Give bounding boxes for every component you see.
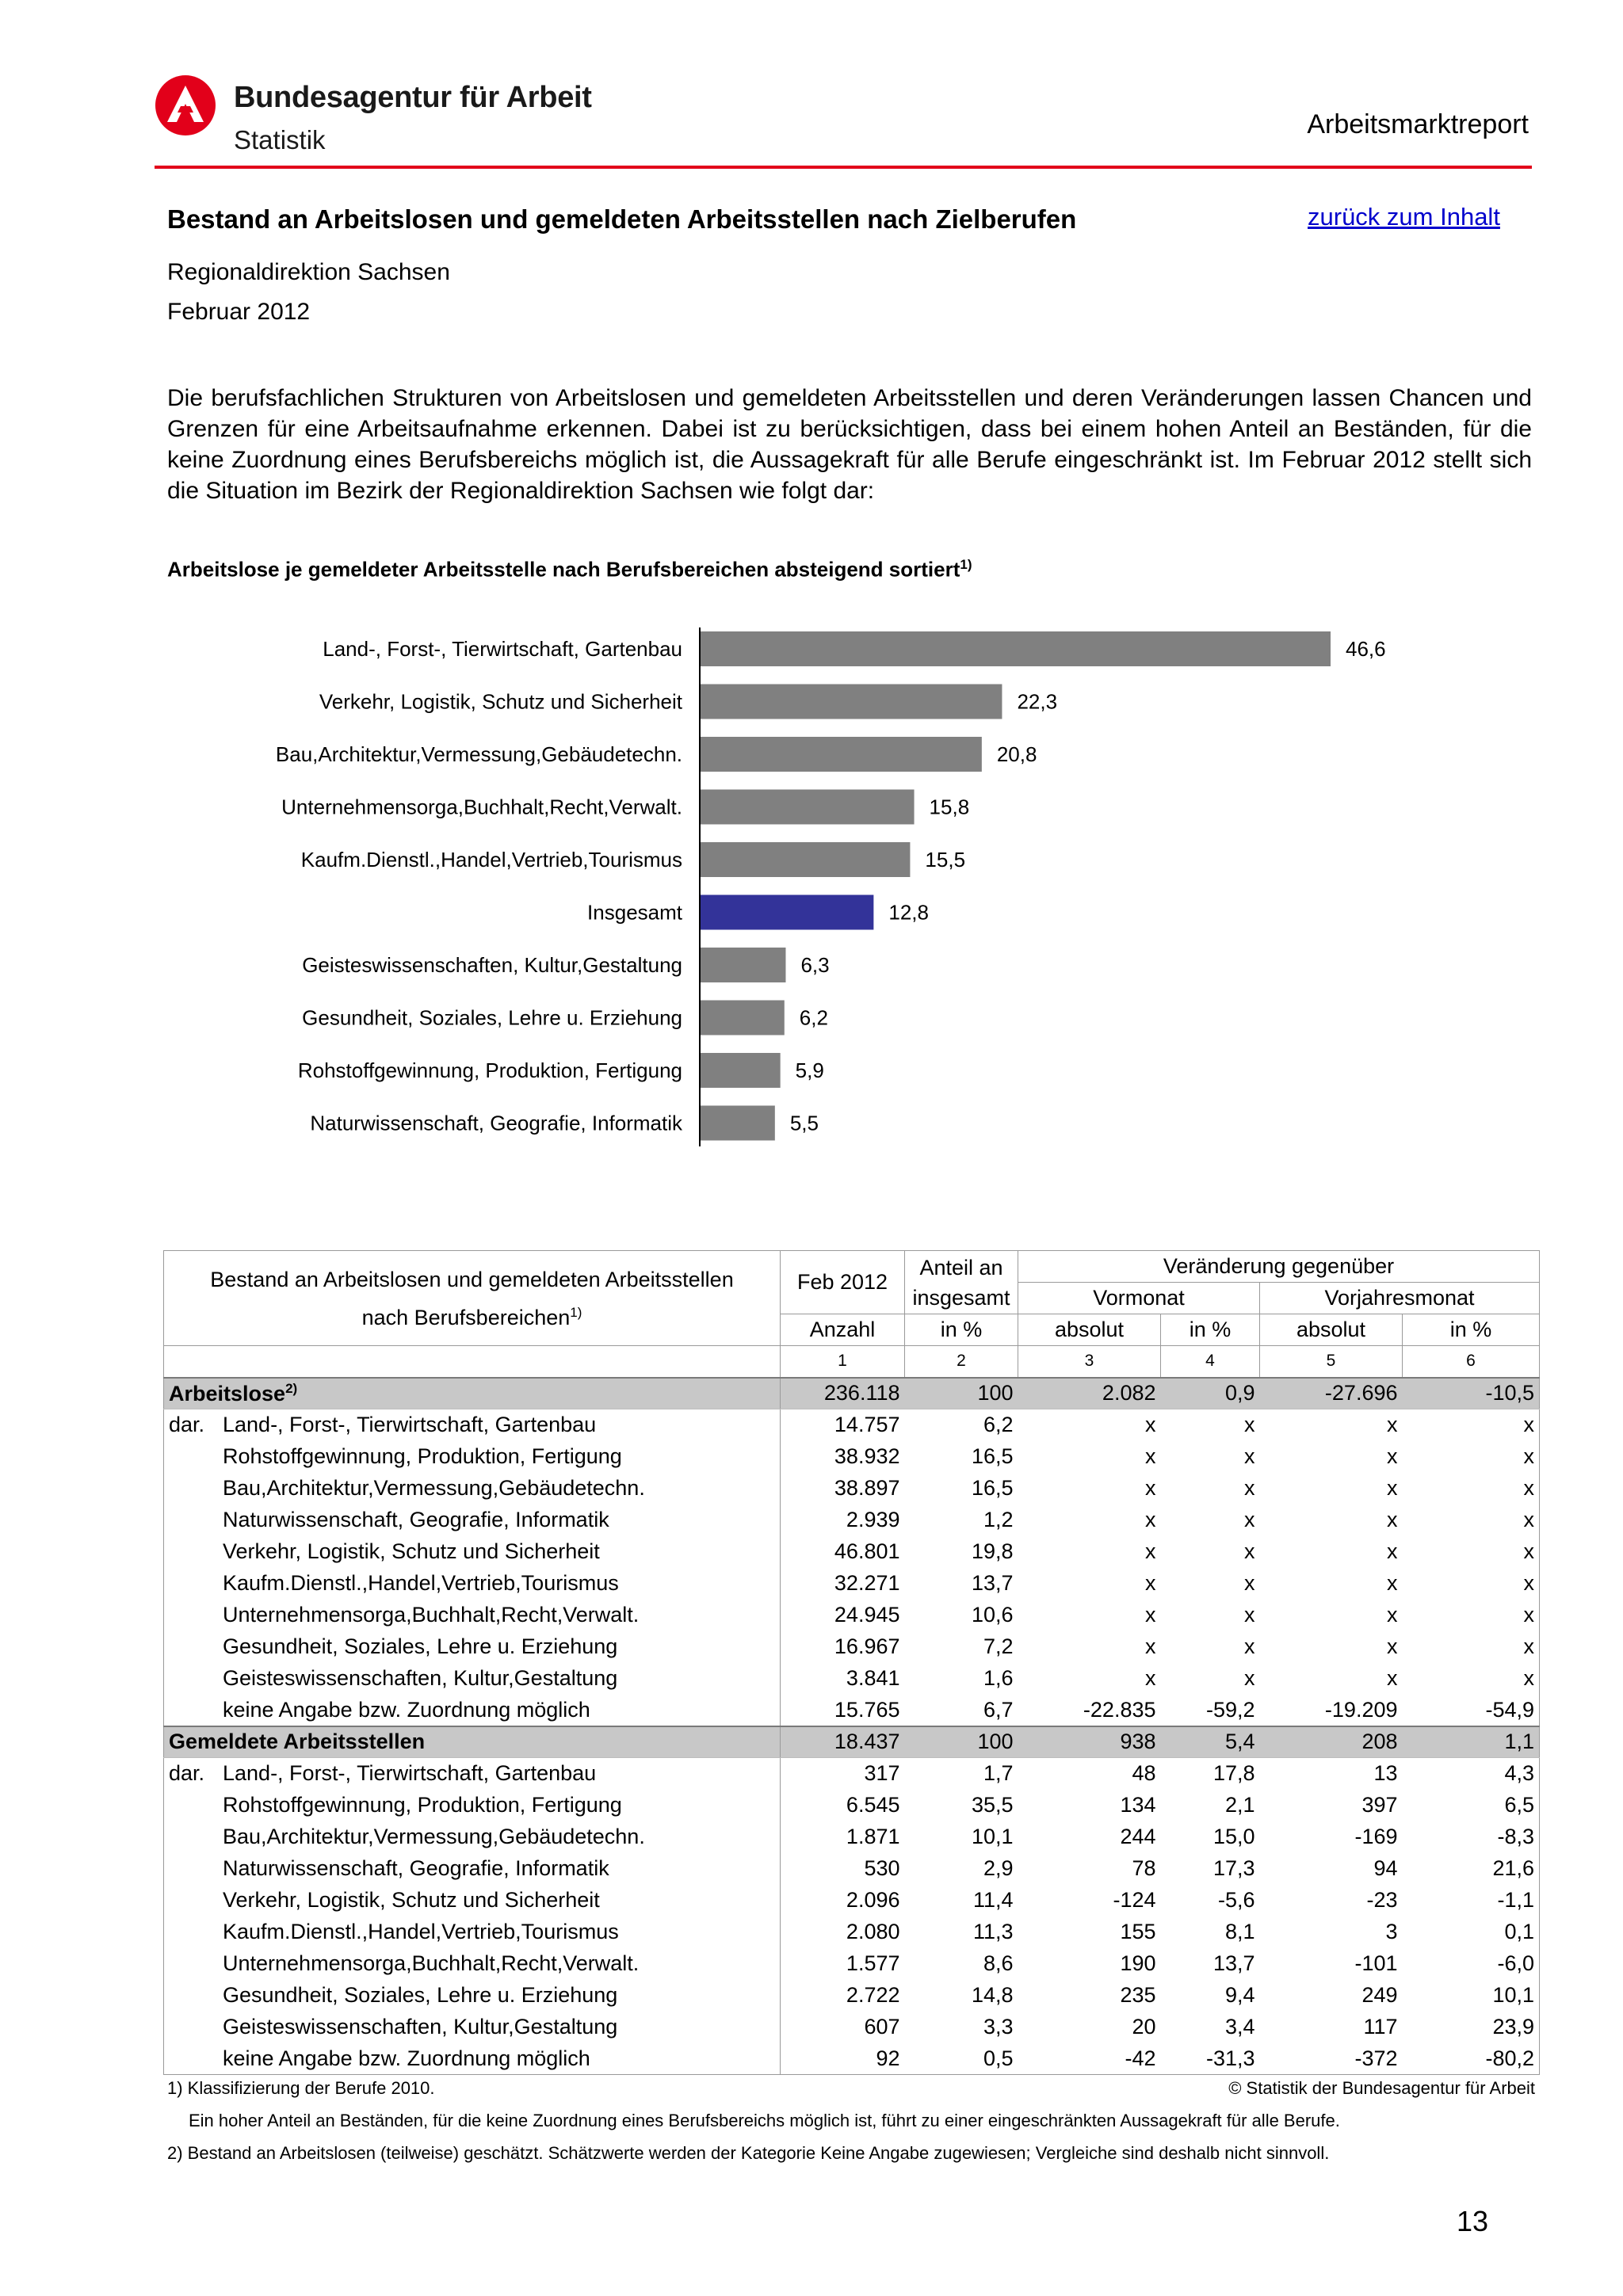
table-row — [164, 1758, 1540, 1790]
row-label: Geisteswissenschaften, Kultur,Gestaltung — [164, 2012, 781, 2043]
row-value: 21,6 — [1403, 1853, 1540, 1885]
row-value: 32.271 — [834, 1571, 900, 1595]
chart-bar — [701, 790, 915, 825]
section-total-value: 2.082 — [1018, 1378, 1161, 1409]
row-value: x — [1387, 1571, 1398, 1595]
row-value: 46.801 — [834, 1539, 900, 1563]
row-value: x — [1387, 1508, 1398, 1531]
row-label: Geisteswissenschaften, Kultur,Gestaltung — [164, 1663, 781, 1695]
row-value: 20 — [1132, 2015, 1156, 2039]
row-value: x — [1145, 1603, 1156, 1627]
row-label: keine Angabe bzw. Zuordnung möglich — [164, 2043, 781, 2075]
row-value: x — [1244, 1476, 1255, 1500]
unit-pct-vorjahr: in % — [1403, 1314, 1540, 1346]
page-title: Bestand an Arbeitslosen und gemeldeten Arbeitsstellen nach Zielberufen — [167, 204, 1077, 234]
section-total-value: -27.696 — [1260, 1378, 1403, 1409]
row-value: 11,4 — [972, 1888, 1014, 1912]
row-value: x — [1145, 1571, 1156, 1595]
section-total-value: 236.118 — [781, 1378, 905, 1409]
row-label: Bau,Architektur,Vermessung,Gebäudetechn. — [164, 1473, 781, 1505]
table-row — [164, 1980, 1540, 2012]
row-value: 35,5 — [971, 1793, 1014, 1817]
section-label: Arbeitslose$^{2)}$ — [164, 1378, 781, 1409]
table-row — [164, 1885, 1540, 1917]
row-value: x — [1387, 1413, 1398, 1437]
row-value: 17,8 — [1212, 1761, 1255, 1786]
chart-category-label: Insgesamt — [587, 900, 682, 925]
row-value: 16,5 — [971, 1444, 1014, 1468]
row-value: 8,1 — [1224, 1920, 1255, 1943]
row-value: 6,5 — [1403, 1790, 1540, 1821]
table-row — [164, 1441, 1540, 1473]
row-value: 10,6 — [971, 1603, 1014, 1627]
row-value: 607 — [864, 2015, 900, 2039]
row-value: 14.757 — [834, 1413, 900, 1437]
row-value: -372 — [1260, 2043, 1403, 2075]
col-feb-header: Feb 2012 — [781, 1251, 905, 1314]
row-value: x — [1387, 1476, 1398, 1500]
row-label: Verkehr, Logistik, Schutz und Sicherheit — [164, 1885, 781, 1917]
row-value: 78 — [1132, 1856, 1156, 1880]
row-value: 13,7 — [1212, 1951, 1255, 1975]
row-value: x — [1403, 1409, 1540, 1441]
column-number: 1 — [781, 1346, 905, 1378]
row-value: x — [1244, 1444, 1255, 1468]
section-label: Gemeldete Arbeitsstellen — [164, 1726, 781, 1758]
chart-category-label: Naturwissenschaft, Geografie, Informatik — [310, 1111, 682, 1135]
row-value: 117 — [1363, 2015, 1398, 2039]
table-row — [164, 1568, 1540, 1600]
row-value: x — [1244, 1634, 1255, 1658]
col-anteil-line1: Anteil an — [919, 1255, 1003, 1280]
row-label: Gesundheit, Soziales, Lehre u. Erziehung — [164, 1980, 781, 2012]
chart-bar — [701, 1001, 785, 1035]
row-value: x — [1145, 1539, 1156, 1563]
copyright-notice: © Statistik der Bundesagentur für Arbeit — [1228, 2078, 1535, 2098]
section-total-value: 208 — [1260, 1726, 1403, 1758]
section-total-value: -10,5 — [1403, 1378, 1540, 1409]
row-value: x — [1145, 1413, 1156, 1437]
section-total-value: 5,4 — [1161, 1726, 1260, 1758]
column-number: 3 — [1018, 1346, 1161, 1378]
col-anteil-header — [905, 1251, 1018, 1314]
row-value: 317 — [864, 1761, 900, 1786]
row-value: x — [1403, 1631, 1540, 1663]
row-value: 0,5 — [905, 2043, 1018, 2075]
row-value: 17,3 — [1212, 1856, 1255, 1880]
row-value: 10,1 — [971, 1825, 1014, 1848]
chart-value-label: 5,5 — [789, 1111, 819, 1135]
row-value: x — [1387, 1666, 1398, 1690]
row-value: x — [1403, 1600, 1540, 1631]
row-value: 2.939 — [846, 1508, 900, 1531]
row-value: x — [1403, 1663, 1540, 1695]
unit-anzahl: Anzahl — [781, 1314, 905, 1346]
row-value: -1,1 — [1403, 1885, 1540, 1917]
row-value: x — [1145, 1476, 1156, 1500]
row-value: 6.545 — [846, 1793, 900, 1817]
row-value: 6,7 — [983, 1697, 1014, 1722]
table-row — [164, 1600, 1540, 1631]
column-number: 6 — [1403, 1346, 1540, 1378]
row-value: 1,6 — [983, 1666, 1014, 1690]
column-number: 5 — [1260, 1346, 1403, 1378]
column-number: 2 — [905, 1346, 1018, 1378]
table-row — [164, 1409, 1540, 1441]
row-value: -19.209 — [1324, 1697, 1398, 1722]
unit-pct-vormonat: in % — [1161, 1314, 1260, 1346]
chart-value-label: 6,2 — [799, 1005, 828, 1030]
row-value: x — [1387, 1603, 1398, 1627]
row-value: 530 — [864, 1856, 900, 1880]
chart-category-label: Land-, Forst-, Tierwirtschaft, Gartenbau — [323, 637, 682, 661]
row-value: 38.897 — [834, 1476, 900, 1500]
row-value: 397 — [1361, 1793, 1398, 1817]
row-prefix: dar. — [169, 1413, 205, 1437]
stub-line2: nach Berufsbereichen — [361, 1305, 571, 1329]
section-total-value: 1,1 — [1403, 1726, 1540, 1758]
row-value: 2.080 — [846, 1920, 900, 1943]
row-label: Unternehmensorga,Buchhalt,Recht,Verwalt. — [164, 1948, 781, 1980]
row-value: -31,3 — [1161, 2043, 1260, 2075]
row-value: -80,2 — [1403, 2043, 1540, 2075]
section-total-value: 938 — [1018, 1726, 1161, 1758]
table-row — [164, 1663, 1540, 1695]
row-value: 249 — [1361, 1983, 1398, 2007]
row-label: dar. Land-, Forst-, Tierwirtschaft, Gartenbau — [164, 1758, 781, 1790]
col-anteil-line2: insgesamt — [912, 1285, 1010, 1310]
org-name: Bundesagentur für Arbeit — [234, 81, 592, 114]
chart-value-label: 15,8 — [929, 795, 970, 819]
table-row — [164, 2043, 1540, 2075]
row-label: dar. Land-, Forst-, Tierwirtschaft, Gartenbau — [164, 1409, 781, 1441]
row-value: x — [1403, 1505, 1540, 1536]
row-value: 3,3 — [983, 2015, 1014, 2039]
chart-bar — [701, 842, 910, 877]
row-label: Verkehr, Logistik, Schutz und Sicherheit — [164, 1536, 781, 1568]
chart-value-label: 15,5 — [925, 848, 966, 871]
row-value: x — [1145, 1444, 1156, 1468]
row-value: 2.722 — [846, 1983, 900, 2007]
chart-bar — [701, 1053, 781, 1088]
table-row — [164, 1917, 1540, 1948]
table-row — [164, 1948, 1540, 1980]
section-total-row — [164, 1726, 1540, 1758]
column-number-stub — [164, 1346, 781, 1378]
column-number: 4 — [1161, 1346, 1260, 1378]
row-value: 6,2 — [983, 1413, 1014, 1437]
row-value: 2,9 — [983, 1856, 1014, 1880]
row-value: 15.765 — [834, 1697, 900, 1722]
row-value: x — [1244, 1603, 1255, 1627]
row-value: 9,4 — [1224, 1983, 1255, 2007]
row-value: x — [1244, 1666, 1255, 1690]
chart-title — [167, 557, 972, 582]
row-label: Kaufm.Dienstl.,Handel,Vertrieb,Tourismus — [164, 1917, 781, 1948]
row-value: 14,8 — [971, 1983, 1014, 2007]
footnote-1-continued: Ein hoher Anteil an Beständen, für die keine Zuordnung eines Berufsbereichs möglich ist, führt zu einer eingeschränkten Aussagekraft für alle Berufe. — [189, 2111, 1340, 2130]
row-value: 1.871 — [846, 1825, 900, 1848]
chart-bar — [701, 895, 873, 930]
row-value: x — [1403, 1441, 1540, 1473]
row-label: Naturwissenschaft, Geografie, Informatik — [164, 1853, 781, 1885]
section-total-value: 100 — [905, 1726, 1018, 1758]
back-to-contents-link[interactable]: zurück zum Inhalt — [1308, 203, 1500, 231]
data-table — [163, 1250, 1540, 2075]
row-value: 244 — [1120, 1825, 1156, 1848]
row-label: Rohstoffgewinnung, Produktion, Fertigung — [164, 1441, 781, 1473]
row-value: -22.835 — [1083, 1697, 1156, 1722]
chart-category-label: Verkehr, Logistik, Schutz und Sicherheit — [319, 689, 682, 714]
row-value: 3,4 — [1224, 2015, 1255, 2039]
row-value: x — [1403, 1536, 1540, 1568]
table-row — [164, 1695, 1540, 1726]
chart-title-footnote: 1) — [960, 557, 972, 572]
org-subtitle: Statistik — [234, 125, 326, 154]
row-value: -23 — [1366, 1888, 1398, 1912]
chart-category-label: Bau,Architektur,Vermessung,Gebäudetechn. — [275, 742, 682, 766]
chart-bar — [701, 1106, 775, 1141]
row-label: Gesundheit, Soziales, Lehre u. Erziehung — [164, 1631, 781, 1663]
row-value: 38.932 — [834, 1444, 900, 1468]
row-value: 48 — [1132, 1761, 1156, 1786]
row-value: x — [1244, 1571, 1255, 1595]
row-value: -5,6 — [1217, 1888, 1255, 1912]
table-row — [164, 1821, 1540, 1853]
row-value: x — [1387, 1634, 1398, 1658]
bar-chart — [158, 618, 1506, 1157]
unit-abs-vormonat: absolut — [1018, 1314, 1161, 1346]
col-vormonat-header: Vormonat — [1018, 1283, 1260, 1314]
ba-logo-icon — [155, 74, 216, 136]
row-prefix: dar. — [169, 1761, 205, 1786]
table-row — [164, 1790, 1540, 1821]
row-value: -8,3 — [1403, 1821, 1540, 1853]
row-value: x — [1145, 1508, 1156, 1531]
row-value: x — [1244, 1508, 1255, 1531]
chart-bar — [701, 948, 785, 982]
chart-value-label: 12,8 — [888, 900, 929, 925]
chart-category-label: Kaufm.Dienstl.,Handel,Vertrieb,Tourismus — [300, 848, 682, 871]
row-value: -59,2 — [1205, 1697, 1255, 1722]
row-value: -6,0 — [1403, 1948, 1540, 1980]
table-row — [164, 2012, 1540, 2043]
section-total-row — [164, 1378, 1540, 1409]
col-vorjahr-header: Vorjahresmonat — [1260, 1283, 1540, 1314]
chart-bar — [701, 631, 1331, 666]
row-label: Kaufm.Dienstl.,Handel,Vertrieb,Tourismus — [164, 1568, 781, 1600]
table-row — [164, 1505, 1540, 1536]
table-row — [164, 1631, 1540, 1663]
table-header — [164, 1251, 1540, 1378]
period-label: Februar 2012 — [167, 299, 311, 325]
row-value: 2,1 — [1224, 1793, 1255, 1817]
column-number-row — [164, 1346, 1540, 1378]
row-value: 8,6 — [983, 1951, 1014, 1975]
footnote-1: 1) Klassifizierung der Berufe 2010. — [167, 2078, 435, 2098]
row-value: 1.577 — [846, 1951, 900, 1975]
unit-pct-anteil: in % — [905, 1314, 1018, 1346]
row-value: -54,9 — [1403, 1695, 1540, 1726]
stub-footnote: 1) — [570, 1304, 582, 1320]
chart-value-label: 46,6 — [1346, 637, 1386, 661]
row-value: -169 — [1354, 1825, 1398, 1848]
col-change-header: Veränderung gegenüber — [1018, 1251, 1540, 1283]
row-value: 19,8 — [971, 1539, 1014, 1563]
chart-category-label: Geisteswissenschaften, Kultur,Gestaltung — [302, 953, 682, 977]
row-value: -42 — [1018, 2043, 1161, 2075]
table-row — [164, 1536, 1540, 1568]
row-value: 94 — [1373, 1856, 1398, 1880]
section-total-value: 18.437 — [781, 1726, 905, 1758]
page-header — [155, 70, 1532, 169]
chart-category-label: Rohstoffgewinnung, Produktion, Fertigung — [297, 1058, 682, 1082]
row-value: x — [1244, 1539, 1255, 1563]
row-label: Bau,Architektur,Vermessung,Gebäudetechn. — [164, 1821, 781, 1853]
row-value: 0,1 — [1403, 1917, 1540, 1948]
row-value: 190 — [1120, 1951, 1156, 1975]
row-label: Naturwissenschaft, Geografie, Informatik — [164, 1505, 781, 1536]
row-value: 4,3 — [1403, 1758, 1540, 1790]
section-total-value: 0,9 — [1161, 1378, 1260, 1409]
row-value: 23,9 — [1403, 2012, 1540, 2043]
chart-value-label: 6,3 — [800, 953, 830, 977]
row-value: 10,1 — [1403, 1980, 1540, 2012]
row-label: Unternehmensorga,Buchhalt,Recht,Verwalt. — [164, 1600, 781, 1631]
row-value: 13,7 — [971, 1571, 1014, 1595]
row-value: 7,2 — [983, 1634, 1014, 1658]
row-label: Rohstoffgewinnung, Produktion, Fertigung — [164, 1790, 781, 1821]
row-value: 92 — [781, 2043, 905, 2075]
row-value: 24.945 — [834, 1603, 900, 1627]
row-value: x — [1403, 1473, 1540, 1505]
table-row — [164, 1473, 1540, 1505]
chart-title-text: Arbeitslose je gemeldeter Arbeitsstelle nach Berufsbereichen absteigend sortiert — [167, 557, 960, 582]
row-value: 16,5 — [971, 1476, 1014, 1500]
row-value: 3 — [1385, 1920, 1398, 1943]
intro-paragraph: Die berufsfachlichen Strukturen von Arbeitslosen und gemeldeten Arbeitsstellen und deren Veränderungen lassen Chancen und Grenzen für eine Arbeitsaufnahme erkennen. Dabei ist zu berücksichtigen, dass bei einem hohen Anteil an Beständen, für die keine Zuordnung eines Berufsbereichs möglich ist, die Aussagekraft für alle Berufe eingeschränkt ist. Im Februar 2012 stellt sich die Situation im Bezirk der Regionaldirektion Sachsen wie folgt dar: — [167, 385, 1532, 504]
row-value: -124 — [1113, 1888, 1156, 1912]
row-value: 16.967 — [834, 1634, 900, 1658]
row-value: -101 — [1354, 1951, 1398, 1975]
region-label: Regionaldirektion Sachsen — [167, 259, 450, 285]
footnote-2: 2) Bestand an Arbeitslosen (teilweise) geschätzt. Schätzwerte werden der Kategorie Keine Angabe zugewiesen; Vergleiche sind deshalb nicht sinnvoll. — [167, 2143, 1330, 2163]
row-value: 3.841 — [846, 1666, 900, 1690]
row-value: x — [1145, 1634, 1156, 1658]
row-value: 134 — [1120, 1793, 1156, 1817]
row-value: 235 — [1120, 1983, 1156, 2007]
row-value: 2.096 — [846, 1888, 900, 1912]
row-value: x — [1387, 1539, 1398, 1563]
row-value: 1,2 — [983, 1508, 1014, 1531]
page-number: 13 — [1456, 2205, 1488, 2237]
row-value: x — [1387, 1444, 1398, 1468]
chart-bar — [701, 685, 1002, 719]
row-value: x — [1403, 1568, 1540, 1600]
chart-category-label: Unternehmensorga,Buchhalt,Recht,Verwalt. — [281, 795, 682, 819]
chart-category-label: Gesundheit, Soziales, Lehre u. Erziehung — [302, 1005, 682, 1030]
report-name: Arbeitsmarktreport — [1307, 109, 1529, 139]
section-footnote: 2) — [285, 1380, 298, 1396]
row-value: 15,0 — [1212, 1825, 1255, 1848]
table-body — [164, 1378, 1540, 2075]
chart-value-label: 22,3 — [1017, 689, 1058, 714]
row-value: 1,7 — [983, 1761, 1014, 1786]
row-value: 13 — [1373, 1761, 1398, 1786]
chart-value-label: 20,8 — [996, 742, 1037, 766]
table-stub-header — [164, 1251, 781, 1346]
chart-value-label: 5,9 — [795, 1058, 824, 1082]
stub-line1: Bestand an Arbeitslosen und gemeldeten Arbeitsstellen — [210, 1267, 734, 1291]
section-total-value: 100 — [905, 1378, 1018, 1409]
row-label: keine Angabe bzw. Zuordnung möglich — [164, 1695, 781, 1726]
row-value: x — [1244, 1413, 1255, 1437]
unit-abs-vorjahr: absolut — [1260, 1314, 1403, 1346]
table-row — [164, 1853, 1540, 1885]
chart-bar — [701, 737, 982, 772]
row-value: 155 — [1120, 1920, 1156, 1943]
row-value: 11,3 — [972, 1920, 1014, 1943]
row-value: x — [1145, 1666, 1156, 1690]
